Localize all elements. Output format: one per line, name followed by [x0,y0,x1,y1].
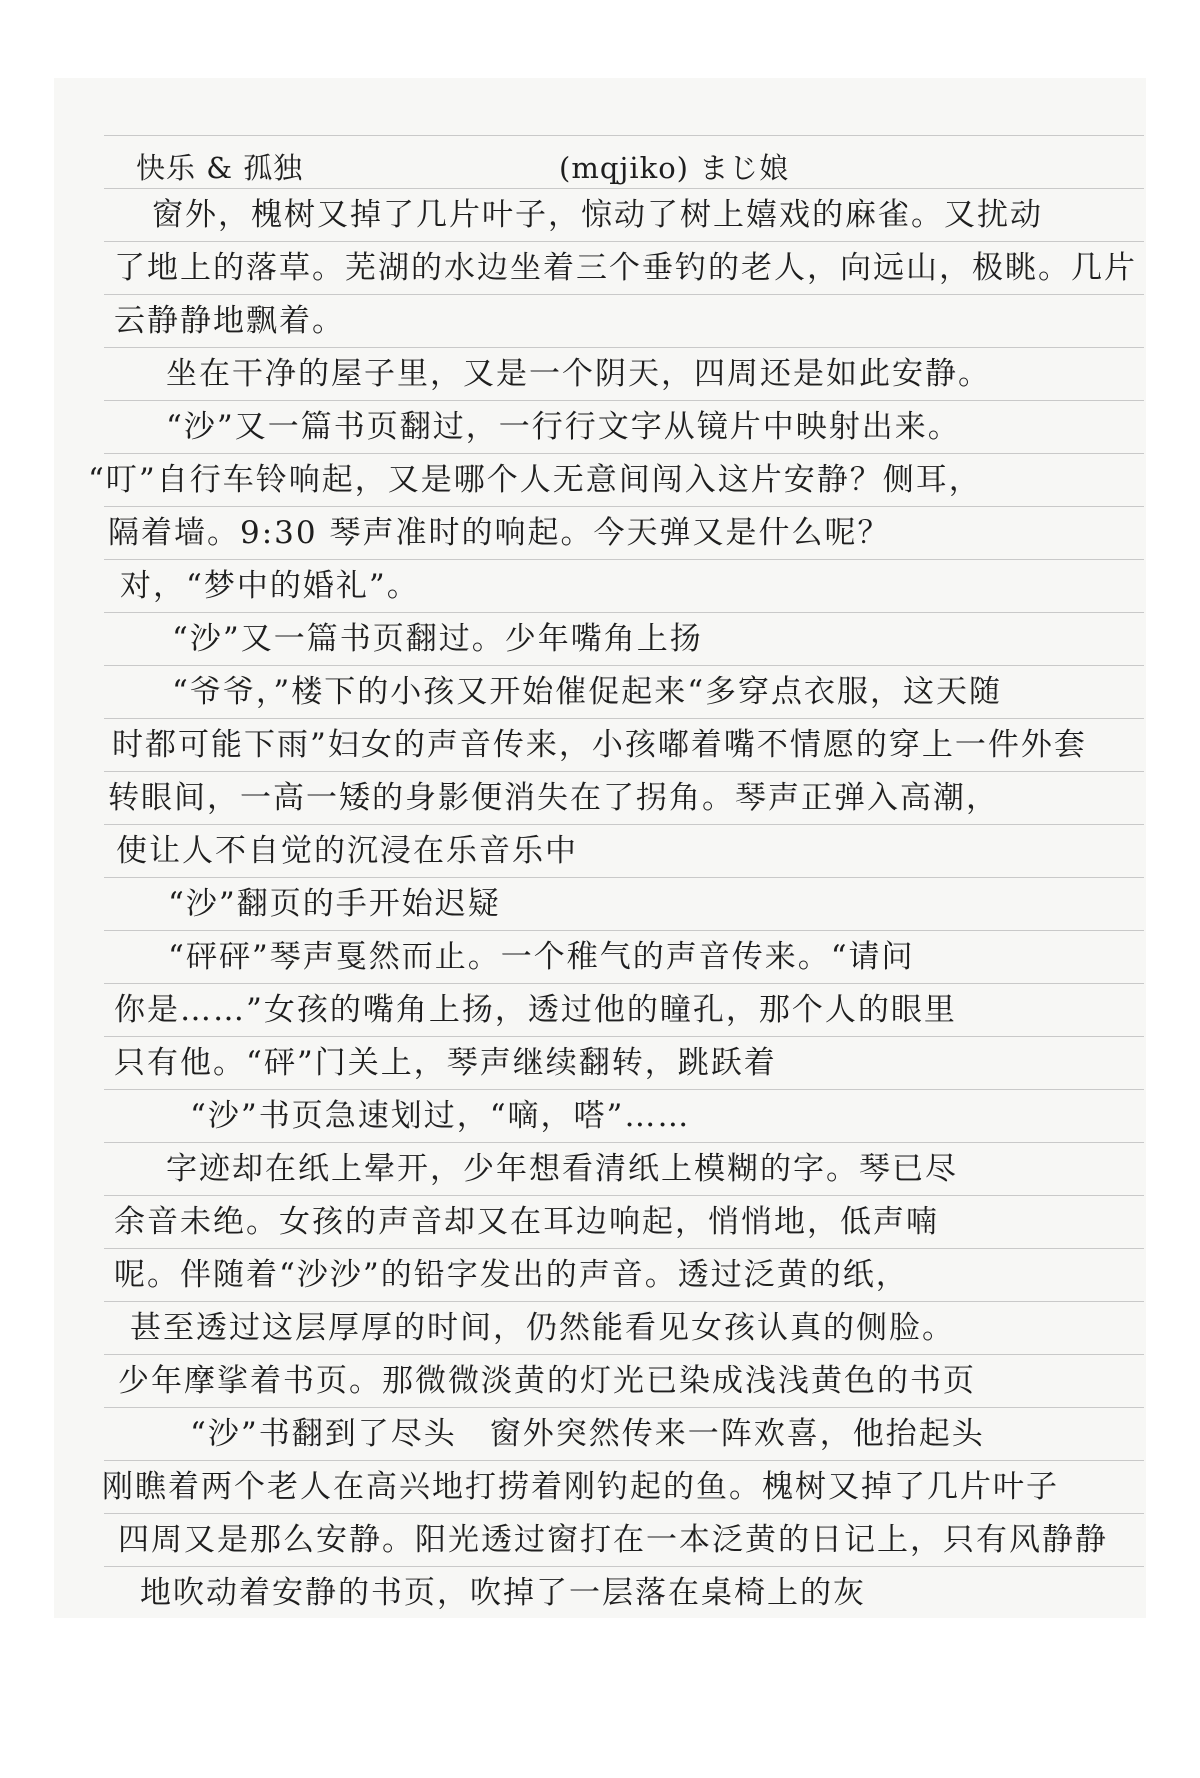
text-line: 使让人不自觉的沉浸在乐音乐中 [116,833,578,869]
text-line: “沙”书页急速划过，“嘀，嗒”…… [190,1098,691,1134]
header-right-author: (mqjiko) まじ娘 [559,151,790,185]
text-line: 时都可能下雨”妇女的声音传来，小孩嘟着嘴不情愿的穿上一件外套 [112,727,1087,763]
text-line: 了地上的落草。芜湖的水边坐着三个垂钓的老人，向远山，极眺。几片 [114,250,1137,286]
text-line: “沙”又一篇书页翻过，一行行文字从镜片中映射出来。 [166,409,961,445]
text-line: 窗外，槐树又掉了几片叶子，惊动了树上嬉戏的麻雀。又扰动 [152,197,1043,233]
header-line [54,142,1146,194]
text-line: “沙”又一篇书页翻过。少年嘴角上扬 [172,621,703,657]
text-line: 字迹却在纸上晕开，少年想看清纸上模糊的字。琴已尽 [166,1151,958,1187]
text-line: 甚至透过这层厚厚的时间，仍然能看见女孩认真的侧脸。 [130,1310,955,1346]
text-line: “沙”书翻到了尽头 窗外突然传来一阵欢喜，他抬起头 [190,1416,985,1452]
text-line: 云静静地飘着。 [114,303,345,339]
ruled-line [104,135,1144,136]
header-left-title: 快乐 & 孤独 [136,151,304,185]
text-line: “叮”自行车铃响起，又是哪个人无意间闯入这片安静？侧耳， [88,462,982,498]
text-line: 隔着墙。9:30 琴声准时的响起。今天弹又是什么呢？ [108,515,891,551]
text-line: 地吹动着安静的书页，吹掉了一层落在桌椅上的灰 [140,1575,866,1611]
text-line: 对，“梦中的婚礼”。 [120,568,420,604]
text-line: “砰砰”琴声戛然而止。一个稚气的声音传来。“请问 [168,939,915,975]
text-line: “爷爷，”楼下的小孩又开始催促起来“多穿点衣服，这天随 [172,674,1003,710]
text-line: 呢。伴随着“沙沙”的铅字发出的声音。透过泛黄的纸， [114,1257,909,1293]
notebook-page [54,78,1146,1618]
text-line: 坐在干净的屋子里，又是一个阴天，四周还是如此安静。 [166,356,991,392]
text-line: 少年摩挲着书页。那微微淡黄的灯光已染成浅浅黄色的书页 [118,1363,976,1399]
text-line: 刚瞧着两个老人在高兴地打捞着刚钓起的鱼。槐树又掉了几片叶子 [102,1469,1059,1505]
text-line: 余音未绝。女孩的声音却又在耳边响起，悄悄地，低声喃 [114,1204,939,1240]
text-line: 转眼间，一高一矮的身影便消失在了拐角。琴声正弹入高潮， [108,780,999,816]
text-line: 四周又是那么安静。阳光透过窗打在一本泛黄的日记上，只有风静静 [118,1522,1108,1558]
text-line: 你是……”女孩的嘴角上扬，透过他的瞳孔，那个人的眼里 [114,992,957,1028]
text-line: 只有他。“砰”门关上，琴声继续翻转，跳跃着 [114,1045,777,1081]
text-line: “沙”翻页的手开始迟疑 [168,886,501,922]
